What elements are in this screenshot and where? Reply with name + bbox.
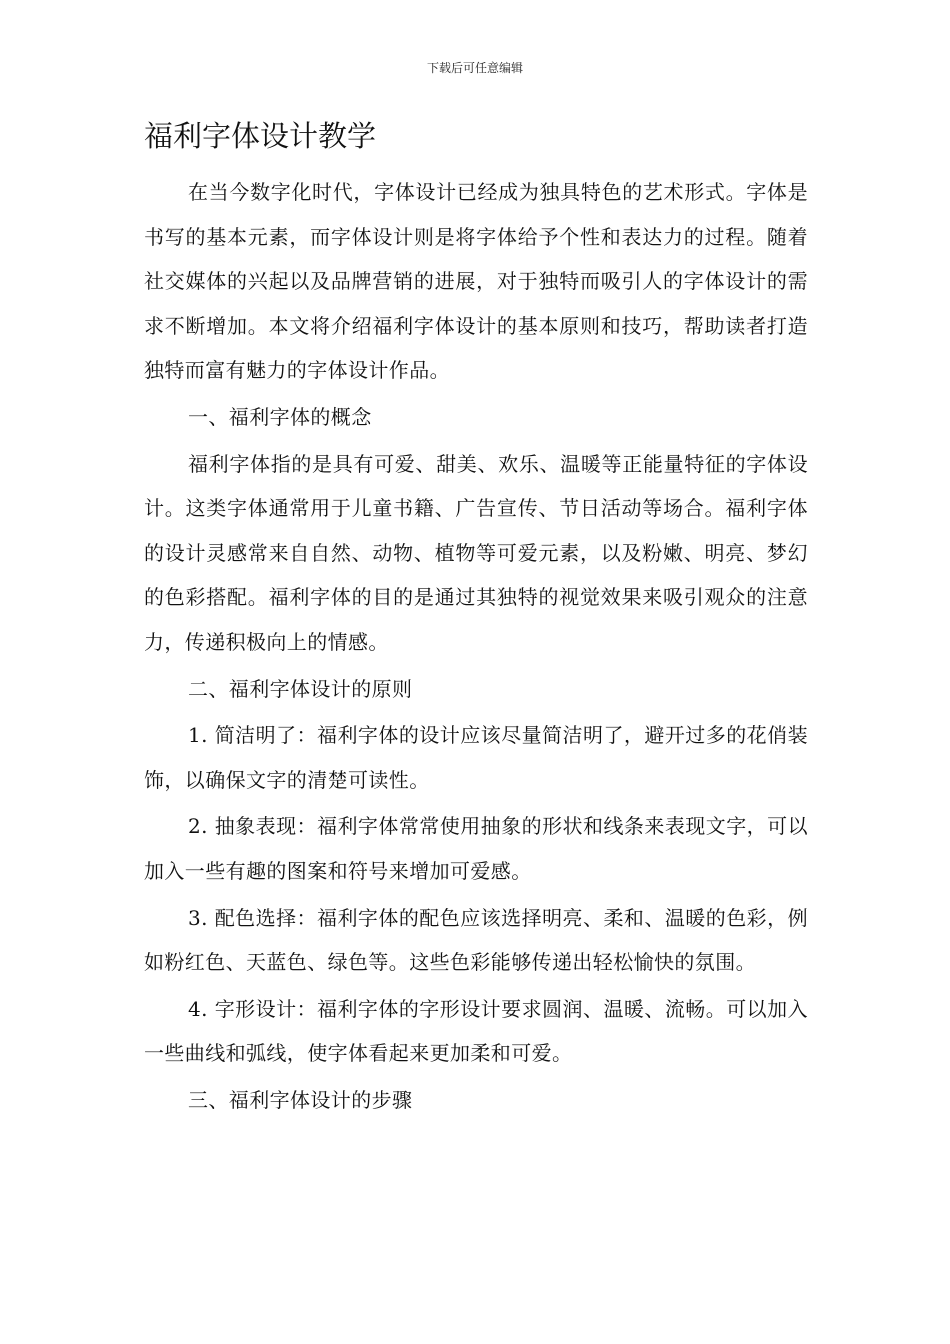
intro-paragraph: 在当今数字化时代，字体设计已经成为独具特色的艺术形式。字体是书写的基本元素，而字体设计则是将字体给予个性和表达力的过程。随着社交媒体的兴起以及品牌营销的进展，对于独特而吸引人的字体设计的需求不断增加。本文将介绍福利字体设计的基本原则和技巧，帮助读者打造独特而富有魅力的字体设计作品。 [144,180,808,383]
document-title: 福利字体设计教学 [144,119,377,153]
concept-paragraph: 福利字体指的是具有可爱、甜美、欢乐、温暖等正能量特征的字体设计。这类字体通常用于儿童书籍、广告宣传、节日活动等场合。福利字体的设计灵感常来自自然、动物、植物等可爱元素，以及粉嫩、明亮、梦幻的色彩搭配。福利字体的目的是通过其独特的视觉效果来吸引观众的注意力，传递积极向上的情感。 [144,451,808,654]
principle-item-2: 2. 抽象表现：福利字体常常使用抽象的形状和线条来表现文字，可以加入一些有趣的图案和符号来增加可爱感。 [144,814,808,883]
section-heading-steps: 三、福利字体设计的步骤 [188,1087,413,1112]
section-heading-principles: 二、福利字体设计的原则 [188,676,413,701]
document-body [144,170,808,1122]
principle-item-4: 4. 字形设计：福利字体的字形设计要求圆润、温暖、流畅。可以加入一些曲线和弧线，使字体看起来更加柔和可爱。 [144,996,808,1066]
principle-item-1: 1. 简洁明了：福利字体的设计应该尽量简洁明了，避开过多的花俏装饰，以确保文字的清楚可读性。 [144,723,808,792]
principle-item-3: 3. 配色选择：福利字体的配色应该选择明亮、柔和、温暖的色彩，例如粉红色、天蓝色、绿色等。这些色彩能够传递出轻松愉快的氛围。 [144,905,808,975]
section-heading-concept: 一、福利字体的概念 [188,404,372,429]
header-note: 下载后可任意编辑 [426,61,523,75]
